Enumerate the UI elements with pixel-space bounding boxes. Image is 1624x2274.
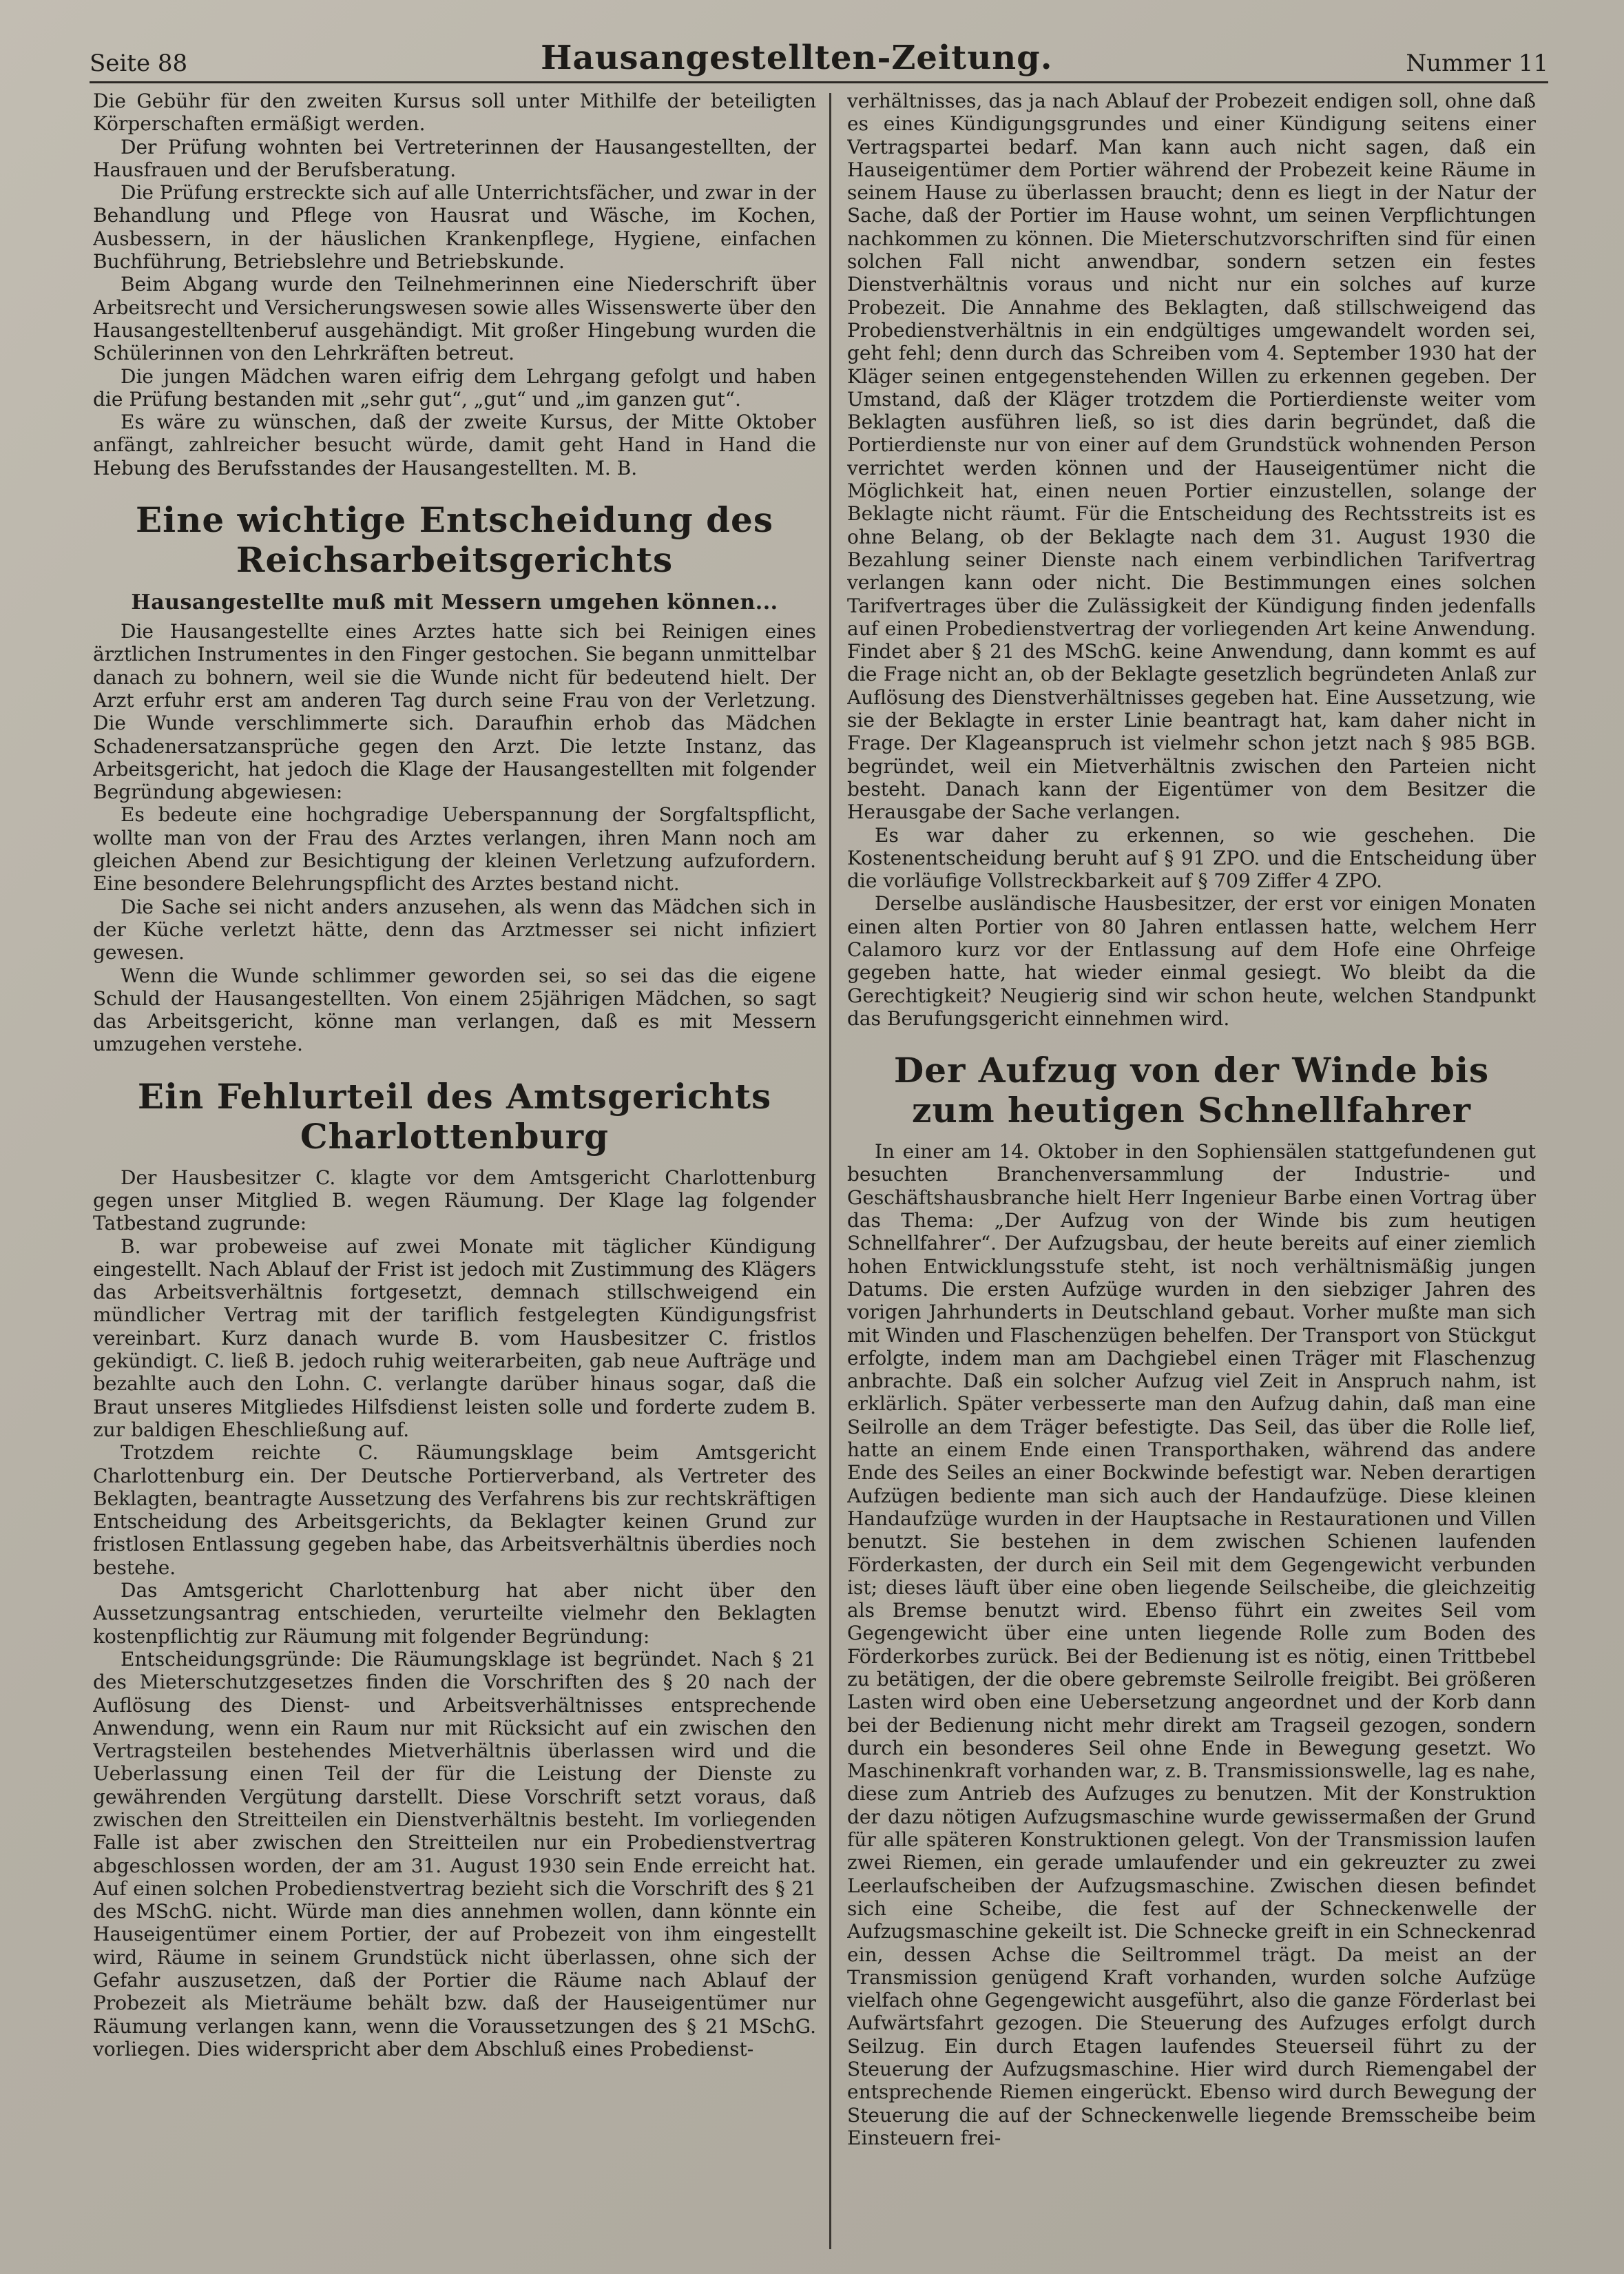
article-headline-fehlurteil: Ein Fehlurteil des Amtsgerichts Charlottenburg	[137, 1075, 772, 1157]
paragraph: Die Prüfung erstreckte sich auf alle Unterrichtsfächer, und zwar in der Behandlung und Pflege von Hausrat und Wäsche, im Kochen, Ausbessern, in der häuslichen Krankenpflege, Hygiene, einfachen Buchführung, Betriebslehre und Betriebskunde.	[93, 181, 816, 273]
paragraph: verhältnisses, das ja nach Ablauf der Probezeit endigen soll, ohne daß es eines Kündigungsgrundes und einer Kündigung seitens einer Vertragspartei bedarf. Man kann auch nicht sagen, daß ein Hauseigentümer dem Portier während der Probezeit keine Räume in seinem Hause zu überlassen braucht; denn es liegt in der Natur der Sache, daß der Portier im Hause wohnt, um seinen Verpflichtungen nachkommen zu können. Die Mieterschutzvorschriften sind für einen solchen Fall nicht anwendbar, sondern setzen ein festes Dienstverhältnis voraus und nicht nur ein solches auf kurze Probezeit. Die Annahme des Beklagten, daß stillschweigend das Probedienstverhältnis in ein endgültiges umgewandelt worden sei, geht fehl; denn durch das Schreiben vom 4. September 1930 hat der Kläger seinen entgegenstehenden Willen zu erkennen gegeben. Der Umstand, daß der Kläger trotzdem die Portierdienste weiter vom Beklagten ausführen ließ, so ist dies darin begründet, daß die Portierdienste nur von einer auf dem Grundstück wohnenden Person verrichtet werden können und der Hauseigentümer nicht die Möglichkeit hat, einen neuen Portier einzustellen, solange der Beklagte nicht räumt. Für die Entscheidung des Rechtsstreits ist es ohne Belang, ob der Beklagte nach dem 31. August 1930 die Bezahlung seiner Dienste nach einem verbindlichen Tarifvertrag verlangen kann oder nicht. Die Bestimmungen eines solchen Tarifvertrages über die Zulässigkeit der Kündigung finden jedenfalls auf einen Probedienstvertrag der vorliegenden Art keine Anwendung. Findet aber § 21 des MSchG. keine Anwendung, dann kommt es auf die Frage nicht an, ob der Beklagte gesetzlich begründeten Anlaß zur Auflösung des Dienstverhältnisses gegeben hat. Eine Aussetzung, wie sie der Beklagte in erster Linie beantragt hat, kam daher nicht in Frage. Der Klageanspruch ist vielmehr schon jetzt nach § 985 BGB. begründet, weil ein Mietverhältnis zwischen den Parteien nicht besteht. Danach kann der Eigentümer von dem Besitzer die Herausgabe der Sache verlangen.	[847, 90, 1536, 824]
paragraph: Es wäre zu wünschen, daß der zweite Kursus, der Mitte Oktober anfängt, zahlreicher besucht würde, damit geht Hand in Hand die Hebung des Berufsstandes der Hausangestellten. M. B.	[93, 411, 816, 479]
article-headline-aufzug: Der Aufzug von der Winde bis zum heutigen Schnellfahrer	[893, 1050, 1490, 1131]
paragraph: Die Gebühr für den zweiten Kursus soll unter Mithilfe der beteiligten Körperschaften ermäßigt werden.	[93, 90, 816, 136]
paragraph: B. war probeweise auf zwei Monate mit täglicher Kündigung eingestellt. Nach Ablauf der Frist ist jedoch mit Zustimmung des Klägers das Arbeitsverhältnis fortgesetzt, demnach stillschweigend ein mündlicher Vertrag mit der tariflich festgelegten Kündigungsfrist vereinbart. Kurz danach wurde B. vom Hausbesitzer C. fristlos gekündigt. C. ließ B. jedoch ruhig weiterarbeiten, gab neue Aufträge und bezahlte auch den Lohn. C. verlangte darüber hinaus sogar, daß die Braut unseres Mitgliedes Hilfsdienst leisten solle und forderte zudem B. zur baldigen Eheschließung auf.	[93, 1234, 816, 1441]
article-subheadline: Hausangestellte muß mit Messern umgehen können...	[131, 590, 778, 615]
paragraph: Es war daher zu erkennen, so wie geschehen. Die Kostenentscheidung beruht auf § 91 ZPO. und die Entscheidung über die vorläufige Vollstreckbarkeit auf § 709 Ziffer 4 ZPO.	[847, 823, 1536, 893]
paragraph: Es bedeute eine hochgradige Ueberspannung der Sorgfaltspflicht, wollte man von der Frau des Arztes verlangen, ihren Mann noch am gleichen Abend zur Besichtigung der kleinen Verletzung aufzufordern. Eine besondere Belehrungspflicht des Arztes bestand nicht.	[93, 803, 816, 896]
paragraph: Der Hausbesitzer C. klagte vor dem Amtsgericht Charlottenburg gegen unser Mitglied B. wegen Räumung. Der Klage lag folgender Tatbestand zugrunde:	[93, 1166, 816, 1235]
paragraph: Das Amtsgericht Charlottenburg hat aber nicht über den Aussetzungsantrag entschieden, verurteilte vielmehr den Beklagten kostenpflichtig zur Räumung mit folgender Begründung:	[93, 1579, 816, 1648]
article-headline-reichsarbeitsgericht: Eine wichtige Entscheidung des Reichsarbeitsgerichts	[135, 499, 774, 581]
column-divider	[829, 93, 831, 2249]
issue-number: Nummer 11	[1406, 50, 1548, 77]
running-head	[90, 36, 1548, 83]
paragraph: Die jungen Mädchen waren eifrig dem Lehrgang gefolgt und haben die Prüfung bestanden mit „sehr gut“, „gut“ und „im ganzen gut“.	[93, 364, 816, 411]
paragraph: In einer am 14. Oktober in den Sophiensälen stattgefundenen gut besuchten Branchenversammlung der Industrie- und Geschäftshausbranche hielt Herr Ingenieur Barbe einen Vortrag über das Thema: „Der Aufzug von der Winde bis zum heutigen Schnellfahrer“. Der Aufzugsbau, der heute bereits auf einer ziemlich hohen Entwicklungsstufe steht, ist noch verhältnismäßig jungen Datums. Die ersten Aufzüge wurden in den siebziger Jahren des vorigen Jahrhunderts in Deutschland gebaut. Vorher mußte man sich mit Winden und Flaschenzügen behelfen. Der Transport von Stückgut erfolgte, indem man am Dachgiebel einen Träger mit Flaschenzug anbrachte. Daß ein solcher Aufzug viel Zeit in Anspruch nahm, ist erklärlich. Später verbesserte man den Aufzug dahin, daß man eine Seilrolle an dem Träger befestigte. Das Seil, das über die Rolle lief, hatte an einem Ende einen Transporthaken, während das andere Ende des Seiles an einer Bockwinde befestigt war. Neben derartigen Aufzügen bediente man sich auch der Handaufzüge. Diese kleinen Handaufzüge wurden in der Hauptsache in Restaurationen und Villen benutzt. Sie bestehen in dem zwischen Schienen laufenden Förderkasten, der durch ein Seil mit dem Gegengewicht verbunden ist; dieses läuft über eine oben liegende Seilscheibe, die gleichzeitig als Bremse benutzt wird. Ebenso führt ein zweites Seil vom Gegengewicht über eine unten liegende Rolle zum Boden des Förderkorbes zurück. Bei der Bedienung ist es nötig, einen Trittbebel zu betätigen, der die obere gebremste Seilrolle freigibt. Bei größeren Lasten wird oben eine Uebersetzung angeordnet und der Korb dann bei der Bedienung nicht mehr direkt am Tragseil gezogen, sondern durch ein besonderes Seil ohne Ende in Bewegung gesetzt. Wo Maschinenkraft vorhanden war, z. B. Transmissionswelle, lag es nahe, diese zum Antrieb des Aufzuges zu benutzen. Mit der Konstruktion der dazu nötigen Aufzugsmaschine wurde gewissermaßen der Grund für alle späteren Konstruktionen gelegt. Von der Transmission laufen zwei Riemen, ein gerade umlaufender und ein gekreuzter zu zwei Leerlaufscheiben der Aufzugsmaschine. Zwischen diesen befindet sich eine Scheibe, die fest auf der Schneckenwelle der Aufzugsmaschine gekeilt ist. Die Schnecke greift in ein Schneckenrad ein, dessen Achse die Seiltrommel trägt. Da meist an der Transmission genügend Kraft vorhanden, wurden solche Aufzüge vielfach ohne Gegengewicht ausgeführt, also die ganze Förderlast bei Aufwärtsfahrt gezogen. Die Steuerung des Aufzuges erfolgt durch Seilzug. Ein durch Etagen laufendes Steuerseil führt zu der Steuerung der Aufzugsmaschine. Hier wird durch Riemengabel der entsprechende Riemen eingerückt. Ebenso wird durch Bewegung der Steuerung die auf der Schneckenwelle liegende Bremsscheibe beim Einsteuern frei-	[847, 1140, 1536, 2149]
paragraph: Die Sache sei nicht anders anzusehen, als wenn das Mädchen sich in der Küche verletzt hätte, denn das Arztmesser sei nicht infiziert gewesen.	[93, 895, 816, 964]
left-column	[93, 90, 816, 2246]
paragraph: Der Prüfung wohnten bei Vertreterinnen der Hausangestellten, der Hausfrauen und der Berufsberatung.	[93, 135, 816, 181]
right-column	[847, 90, 1536, 2246]
paragraph: Wenn die Wunde schlimmer geworden sei, so sei das die eigene Schuld der Hausangestellten. Von einem 25jährigen Mädchen, so sagt das Arbeitsgericht, könne man verlangen, daß es mit Messern umzugehen verstehe.	[93, 964, 816, 1056]
page-number: Seite 88	[90, 50, 188, 77]
paragraph: Derselbe ausländische Hausbesitzer, der erst vor einigen Monaten einen alten Portier von 80 Jahren entlassen hatte, welchem Herr Calamoro kurz vor der Entlassung auf dem Hofe eine Ohrfeige gegeben hatte, hat wieder einmal gesiegt. Wo bleibt da die Gerechtigkeit? Neugierig sind wir schon heute, welchen Standpunkt das Berufungsgericht einnehmen wird.	[847, 892, 1536, 1030]
newspaper-title: Hausangestellten-Zeitung.	[541, 39, 1053, 77]
paragraph: Die Hausangestellte eines Arztes hatte sich bei Reinigen eines ärztlichen Instrumentes in den Finger gestochen. Sie begann unmittelbar danach zu bohnern, weil sie die Wunde nicht für bedeutend hielt. Der Arzt erfuhr erst am anderen Tag durch seine Frau von der Verletzung. Die Wunde verschlimmerte sich. Daraufhin erhob das Mädchen Schadenersatzansprüche gegen den Arzt. Die letzte Instanz, das Arbeitsgericht, hat jedoch die Klage der Hausangestellten mit folgender Begründung abgewiesen:	[93, 620, 816, 804]
paragraph: Trotzdem reichte C. Räumungsklage beim Amtsgericht Charlottenburg ein. Der Deutsche Portierverband, als Vertreter des Beklagten, beantragte Aussetzung des Verfahrens bis zur rechtskräftigen Entscheidung des Arbeitsgerichts, da Beklagter keinen Grund zur fristlosen Entlassung gegeben habe, das Arbeitsverhältnis überdies noch bestehe.	[93, 1441, 816, 1579]
paragraph: Entscheidungsgründe: Die Räumungsklage ist begründet. Nach § 21 des Mieterschutzgesetzes finden die Vorschriften des § 20 nach der Auflösung des Dienst- und Arbeitsverhältnisses entsprechende Anwendung, wenn ein Raum nur mit Rücksicht auf ein zwischen den Vertragsteilen bestehendes Mietverhältnis überlassen wird und die Ueberlassung einen Teil der für die Leistung der Dienste zu gewährenden Vergütung darstellt. Diese Vorschrift setzt voraus, daß zwischen den Streitteilen ein Dienstverhältnis besteht. Im vorliegenden Falle ist aber zwischen den Streitteilen nur ein Probedienstvertrag abgeschlossen worden, der am 31. August 1930 sein Ende erreicht hat. Auf einen solchen Probedienstvertrag bezieht sich die Vorschrift des § 21 des MSchG. nicht. Würde man dies annehmen wollen, dann könnte ein Hauseigentümer einem Portier, der auf Probezeit von ihm eingestellt wird, Räume in seinem Grundstück nicht überlassen, ohne sich der Gefahr auszusetzen, daß der Portier die Räume nach Ablauf der Probezeit als Mieträume behält bzw. daß der Hauseigentümer nur Räumung verlangen kann, wenn die Voraussetzungen des § 21 MSchG. vorliegen. Dies widerspricht aber dem Abschluß eines Probedienst-	[93, 1647, 816, 2060]
paragraph: Beim Abgang wurde den Teilnehmerinnen eine Niederschrift über Arbeitsrecht und Versicherungswesen sowie alles Wissenswerte über den Hausangestelltenberuf ausgehändigt. Mit großer Hingebung wurden die Schülerinnen von den Lehrkräften betreut.	[93, 273, 816, 365]
